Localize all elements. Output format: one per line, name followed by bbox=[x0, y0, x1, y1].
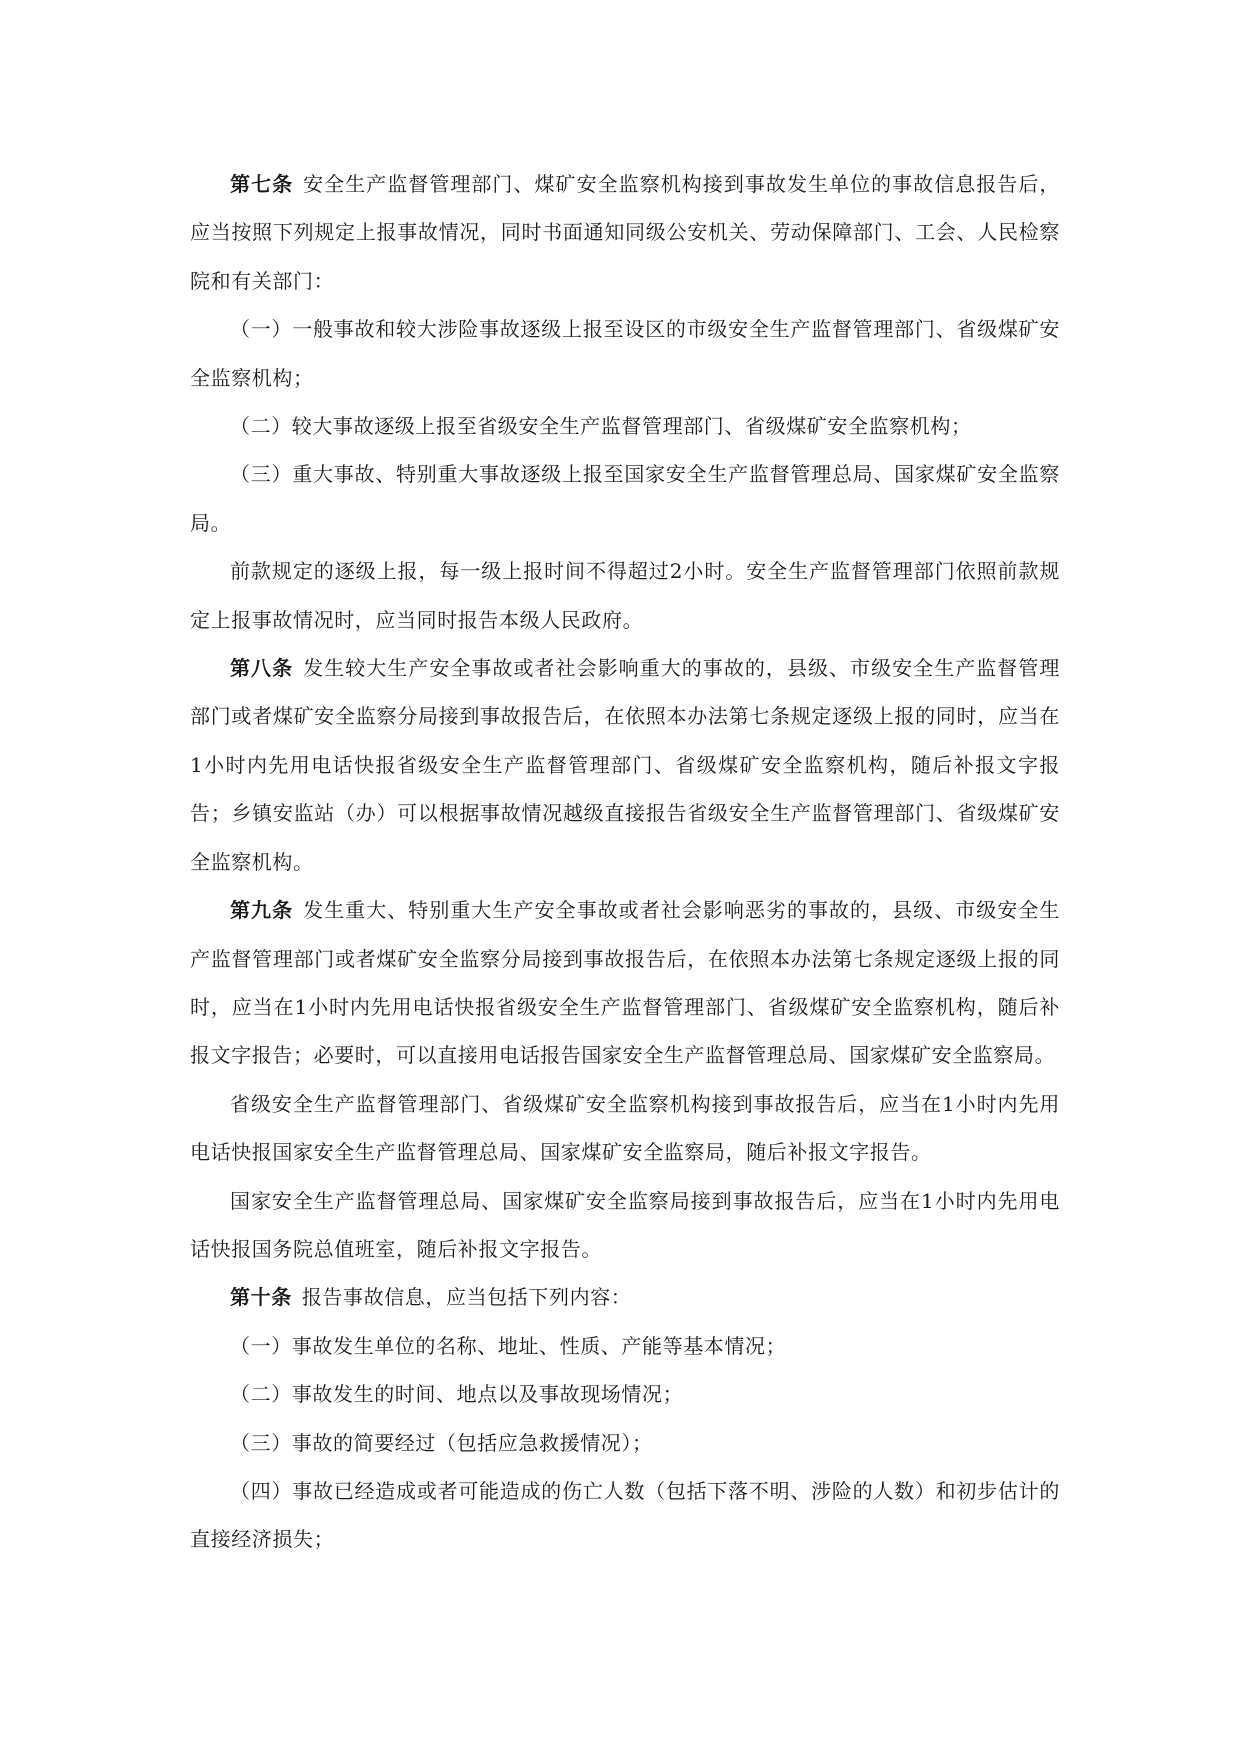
article-9-provincial bbox=[190, 1080, 1060, 1177]
article-heading: 第八条 bbox=[230, 656, 294, 681]
paragraph-text: （二）较大事故逐级上报至省级安全生产监督管理部门、省级煤矿安全监察机构； bbox=[230, 414, 972, 439]
paragraph-text: 安全生产监督管理部门、煤矿安全监察机构接到事故发生单位的事故信息报告后，应当按照下列规定上报事故情况，同时书面通知同级公安机关、劳动保障部门、工会、人民检察院和有关部门： bbox=[190, 172, 1060, 293]
paragraph-text: （二）事故发生的时间、地点以及事故现场情况； bbox=[230, 1382, 684, 1407]
paragraph-text: （一）事故发生单位的名称、地址、性质、产能等基本情况； bbox=[230, 1333, 787, 1358]
paragraph-text: 报告事故信息，应当包括下列内容： bbox=[301, 1285, 632, 1310]
paragraph-text: 发生较大生产安全事故或者社会影响重大的事故的，县级、市级安全生产监督管理部门或者煤矿安全监察分局接到事故报告后，在依照本办法第七条规定逐级上报的同时，应当在1小时内先用电话快报省级安全生产监督管理部门、省级煤矿安全监察机构，随后补报文字报告；乡镇安监站（办）可以根据事故情况越级直接报告省级安全生产监督管理部门、省级煤矿安全监察机构。 bbox=[190, 656, 1060, 874]
document-body bbox=[190, 160, 1060, 1564]
paragraph-text: 国家安全生产监督管理总局、国家煤矿安全监察局接到事故报告后，应当在1小时内先用电话快报国务院总值班室，随后补报文字报告。 bbox=[190, 1188, 1060, 1261]
paragraph-text: 前款规定的逐级上报，每一级上报时间不得超过2小时。安全生产监督管理部门依照前款规定上报事故情况时，应当同时报告本级人民政府。 bbox=[190, 559, 1060, 632]
article-7-item-1 bbox=[190, 305, 1060, 402]
paragraph-text: 发生重大、特别重大生产安全事故或者社会影响恶劣的事故的，县级、市级安全生产监督管理部门或者煤矿安全监察分局接到事故报告后，在依照本办法第七条规定逐级上报的同时，应当在1小时内先用电话快报省级安全生产监督管理部门、省级煤矿安全监察机构，随后补报文字报告；必要时，可以直接用电话报告国家安全生产监督管理总局、国家煤矿安全监察局。 bbox=[190, 898, 1060, 1068]
article-7-paragraph bbox=[190, 160, 1060, 305]
article-heading: 第七条 bbox=[230, 172, 294, 196]
paragraph-text: 省级安全生产监督管理部门、省级煤矿安全监察机构接到事故报告后，应当在1小时内先用电话快报国家安全生产监督管理总局、国家煤矿安全监察局，随后补报文字报告。 bbox=[190, 1091, 1060, 1165]
article-7-item-3 bbox=[190, 450, 1060, 547]
paragraph-text: （三）事故的简要经过（包括应急救援情况）； bbox=[230, 1430, 653, 1455]
article-7-note bbox=[190, 547, 1060, 644]
article-8-paragraph bbox=[190, 644, 1060, 886]
article-7-item-2 bbox=[190, 402, 1060, 450]
article-10-item-2 bbox=[190, 1370, 1060, 1418]
article-heading: 第十条 bbox=[230, 1285, 292, 1310]
article-10-item-1 bbox=[190, 1322, 1060, 1370]
paragraph-text: （四）事故已经造成或者可能造成的伤亡人数（包括下落不明、涉险的人数）和初步估计的直接经济损失； bbox=[190, 1478, 1060, 1552]
article-9-paragraph bbox=[190, 886, 1060, 1080]
paragraph-text: （三）重大事故、特别重大事故逐级上报至国家安全生产监督管理总局、国家煤矿安全监察局。 bbox=[190, 462, 1060, 535]
article-10-item-4 bbox=[190, 1467, 1060, 1564]
paragraph-text: （一）一般事故和较大涉险事故逐级上报至设区的市级安全生产监督管理部门、省级煤矿安全监察机构； bbox=[190, 317, 1060, 390]
article-9-national bbox=[190, 1177, 1060, 1274]
article-heading: 第九条 bbox=[230, 898, 294, 923]
article-10-item-3 bbox=[190, 1419, 1060, 1467]
article-10-paragraph bbox=[190, 1273, 1060, 1321]
